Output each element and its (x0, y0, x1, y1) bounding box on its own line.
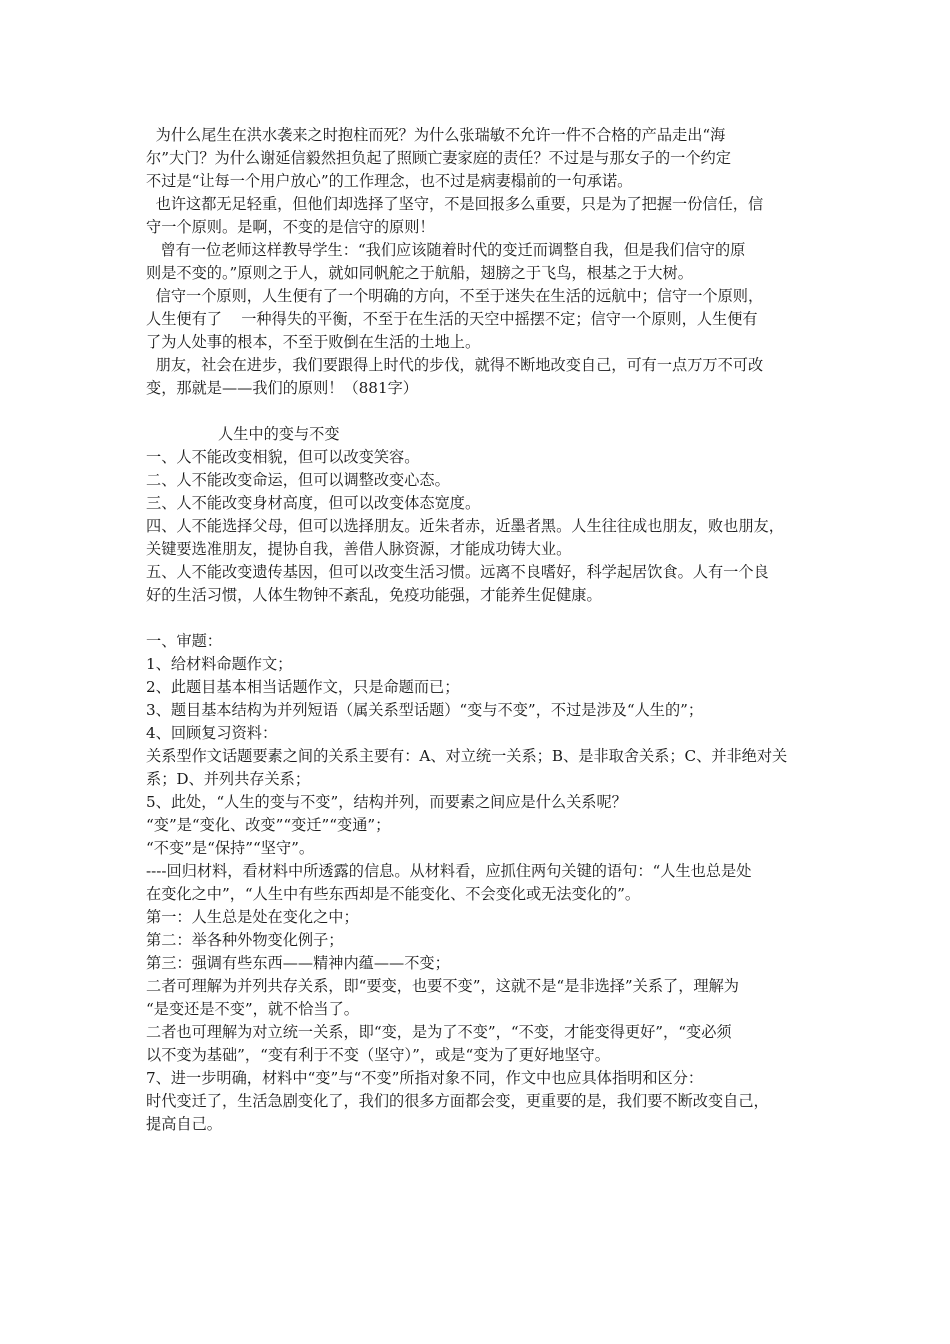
analysis-line: 系；D、并列共存关系； (146, 770, 311, 788)
analysis-line: 2、此题目基本相当话题作文，只是命题而已； (146, 678, 460, 696)
analysis-line: 第三：强调有些东西——精神内蕴——不变； (146, 954, 450, 972)
essay-line: 朋友，社会在进步，我们要跟得上时代的步伐，就得不断地改变自己，可有一点万万不可改 (146, 356, 764, 374)
analysis-line: 4、回顾复习资料： (146, 724, 278, 742)
essay-line: 了为人处事的根本，不至于败倒在生活的土地上。 (146, 333, 481, 351)
analysis-line: 3、题目基本结构为并列短语（属关系型话题）“变与不变”，不过是涉及“人生的”； (146, 701, 704, 719)
analysis-line: 第二：举各种外物变化例子； (146, 931, 344, 949)
blank-line (146, 607, 808, 630)
essay-line: 人生便有了 一种得失的平衡，不至于在生活的天空中摇摆不定；信守一个原则，人生便有 (146, 310, 758, 328)
list-item: 好的生活习惯，人体生物钟不紊乱，免疫功能强，才能养生促健康。 (146, 586, 602, 604)
essay-line: 曾有一位老师这样教导学生：“我们应该随着时代的变迁而调整自我，但是我们信守的原 (146, 241, 746, 259)
essay-line: 不过是“让每一个用户放心”的工作理念，也不过是病妻榻前的一句承诺。 (146, 172, 633, 190)
essay-line: 尔”大门？为什么谢延信毅然担负起了照顾亡妻家庭的责任？不过是与那女子的一个约定 (146, 149, 731, 167)
section-title: 人生中的变与不变 (218, 425, 340, 443)
list-item: 二、人不能改变命运，但可以调整改变心态。 (146, 471, 450, 489)
blank-line (146, 400, 808, 423)
analysis-line: 在变化之中”，“人生中有些东西却是不能变化、不会变化或无法变化的”。 (146, 885, 641, 903)
analysis-line: 提高自己。 (146, 1115, 222, 1133)
analysis-line: 一、审题： (146, 632, 222, 650)
list-item: 五、人不能改变遗传基因，但可以改变生活习惯。远离不良嗜好，科学起居饮食。人有一个良 (146, 563, 769, 581)
section-change-and-constancy (146, 423, 808, 607)
section-topic-analysis (146, 630, 808, 1136)
analysis-line: “变”是“变化、改变”“变迁”“变通”； (146, 816, 391, 834)
essay-line: 守一个原则。是啊，不变的是信守的原则！ (146, 218, 435, 236)
essay-line: 为什么尾生在洪水袭来之时抱柱而死？为什么张瑞敏不允许一件不合格的产品走出“海 (146, 126, 726, 144)
analysis-line: “不变”是“保持”“坚守”。 (146, 839, 315, 857)
list-item: 一、人不能改变相貌，但可以改变笑容。 (146, 448, 420, 466)
analysis-line: 二者可理解为并列共存关系，即“要变，也要不变”，这就不是“是非选择”关系了，理解为 (146, 977, 739, 995)
analysis-line: 7、进一步明确，材料中“变”与“不变”所指对象不同，作文中也应具体指明和区分： (146, 1069, 704, 1087)
essay-line: 信守一个原则，人生便有了一个明确的方向，不至于迷失在生活的远航中；信守一个原则， (146, 287, 764, 305)
analysis-line: “是变还是不变”，就不恰当了。 (146, 1000, 359, 1018)
essay-body (146, 124, 808, 400)
analysis-line: 二者也可理解为对立统一关系，即“变，是为了不变”，“不变，才能变得更好”，“变必须 (146, 1023, 732, 1041)
analysis-line: ----回归材料，看材料中所透露的信息。从材料看，应抓住两句关键的语句：“人生也总是处 (146, 862, 752, 880)
analysis-line: 以不变为基础”，“变有利于不变（坚守）”，或是“变为了更好地坚守。 (146, 1046, 610, 1064)
analysis-line: 1、给材料命题作文； (146, 655, 293, 673)
essay-line: 也许这都无足轻重，但他们却选择了坚守，不是回报多么重要，只是为了把握一份信任，信 (146, 195, 764, 213)
analysis-line: 关系型作文话题要素之间的关系主要有：A、对立统一关系；B、是非取舍关系；C、并非绝对关 (146, 747, 788, 765)
list-item: 三、人不能改变身材高度，但可以改变体态宽度。 (146, 494, 481, 512)
essay-line: 变，那就是——我们的原则！（881字） (146, 379, 418, 397)
list-item: 四、人不能选择父母，但可以选择朋友。近朱者赤，近墨者黑。人生往往成也朋友，败也朋友， (146, 517, 784, 535)
analysis-line: 第一：人生总是处在变化之中； (146, 908, 359, 926)
analysis-line: 时代变迁了，生活急剧变化了，我们的很多方面都会变，更重要的是，我们要不断改变自己， (146, 1092, 769, 1110)
analysis-line: 5、此处，“人生的变与不变”，结构并列，而要素之间应是什么关系呢？ (146, 793, 627, 811)
document-page (146, 124, 808, 1136)
essay-line: 则是不变的。”原则之于人，就如同帆舵之于航船，翅膀之于飞鸟，根基之于大树。 (146, 264, 693, 282)
list-item: 关键要选准朋友，提协自我，善借人脉资源，才能成功铸大业。 (146, 540, 572, 558)
